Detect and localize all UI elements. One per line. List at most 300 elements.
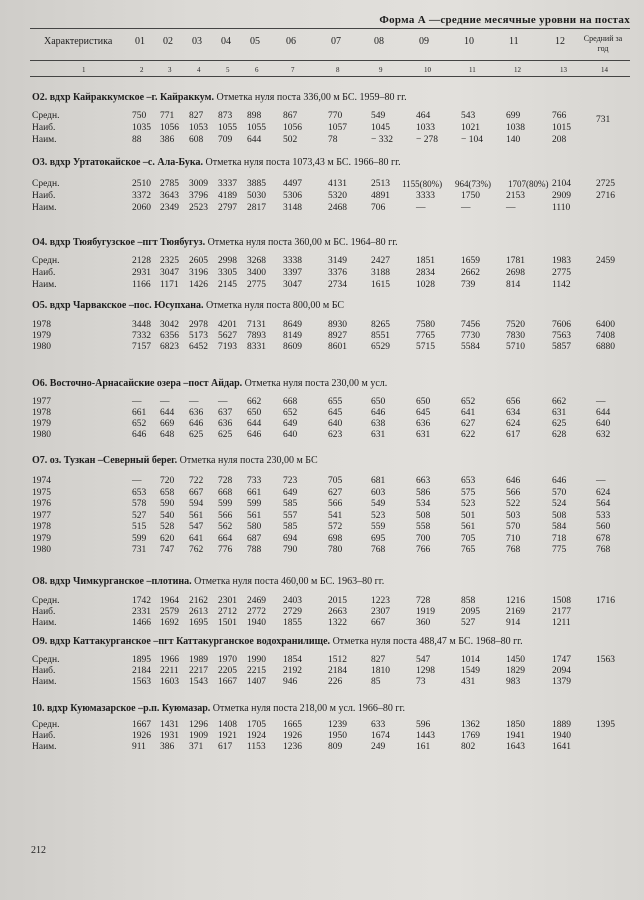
column-header-month: 10 [464,36,474,47]
table-cell: 1990 [247,655,266,665]
table-cell: 662 [552,397,567,407]
table-cell: 549 [371,111,386,121]
table-cell: 3188 [371,268,390,278]
annual-cell: 7408 [596,331,615,341]
table-cell: 570 [506,522,521,532]
table-cell: 644 [247,419,262,429]
table-cell: 1940 [552,731,571,741]
row-label: 1978 [32,522,51,532]
table-cell: 8649 [283,320,302,330]
annual-cell: 6400 [596,320,615,330]
table-cell: 584 [552,522,567,532]
row-label: Средн. [32,655,60,665]
table-cell: 768 [371,545,386,555]
table-cell: 85 [371,677,381,687]
column-number: 4 [197,66,201,74]
table-cell: 964(73%) [455,179,491,189]
column-number: 13 [560,66,567,74]
annual-cell: 624 [596,487,611,498]
table-cell: 570 [552,487,567,498]
table-cell: 624 [506,419,521,429]
table-cell: 561 [247,510,262,521]
annual-cell: 768 [596,545,611,555]
table-cell: 1895 [132,655,151,665]
station-note: Отметка нуля поста 230,00 м БС [179,455,318,466]
table-cell: 3338 [283,256,302,266]
table-cell: 360 [416,618,431,628]
table-cell: 1045 [371,123,390,133]
table-cell: 1014 [461,655,480,665]
station-note: Отметка нуля поста 1073,43 м БС. 1966–80 гг. [205,157,401,168]
table-cell: 722 [189,476,204,486]
table-cell: 2712 [218,607,237,617]
table-cell: 827 [371,655,386,665]
table-cell: 1931 [160,731,179,741]
table-cell: 2510 [132,179,151,189]
table-cell: 2145 [218,280,237,290]
table-cell: 1966 [160,655,179,665]
table-cell: 7193 [218,342,237,352]
table-cell: 620 [160,533,175,544]
table-cell: 528 [160,522,175,532]
table-cell: 617 [506,430,521,440]
column-header-month: 08 [374,36,384,47]
table-cell: 5584 [461,342,480,352]
table-cell: 2015 [328,596,347,606]
table-cell: 1810 [371,666,390,676]
annual-cell: 2459 [596,256,615,266]
table-cell: 2698 [506,268,525,278]
table-cell: 1603 [160,677,179,687]
table-cell: 3268 [247,256,266,266]
table-cell: 2205 [218,666,237,676]
table-cell: 4131 [328,179,347,189]
station-note: Отметка нуля поста 230,00 м усл. [244,378,388,389]
table-cell: 515 [132,522,147,532]
table-cell: 590 [160,499,175,509]
header-rule-top [30,28,630,29]
table-cell: 8927 [328,331,347,341]
table-cell: 650 [416,397,431,407]
row-label: Средн. [32,179,60,189]
row-label: 1975 [32,487,51,498]
table-cell: 2153 [506,191,525,201]
table-cell: 653 [461,476,476,486]
table-cell: 617 [218,742,233,752]
table-cell: 464 [416,111,431,121]
table-cell: 3796 [189,191,208,201]
table-cell: 1941 [506,731,525,741]
table-cell: 1450 [506,655,525,665]
table-cell: 2931 [132,268,151,278]
row-label: 1979 [32,419,51,429]
table-cell: 1057 [328,123,347,133]
table-cell: 3042 [160,320,179,330]
table-cell: 652 [132,419,147,429]
row-label: 1978 [32,408,51,418]
table-cell: 669 [160,419,175,429]
table-cell: 386 [160,742,175,752]
table-cell: 4201 [218,320,237,330]
table-cell: 1829 [506,666,525,676]
table-cell: 1549 [461,666,480,676]
row-label: Средн. [32,720,60,730]
row-label: Средн. [32,596,60,606]
table-cell: 898 [247,111,262,121]
table-cell: 7580 [416,320,435,330]
table-cell: 1512 [328,655,347,665]
header-rule-mid [30,60,630,61]
table-cell: 502 [283,135,298,145]
table-cell: 661 [132,408,147,418]
row-label: Наиб. [32,191,56,201]
table-cell: 723 [283,476,298,486]
column-number: 6 [255,66,259,74]
annual-cell: — [596,397,606,407]
row-label: 1980 [32,342,51,352]
table-cell: 1747 [552,655,571,665]
column-header-characteristic: Характеристика [44,36,113,47]
annual-cell: 1563 [596,655,615,665]
table-cell: − 278 [416,135,438,145]
table-cell: 1298 [416,666,435,676]
table-cell: 522 [506,499,521,509]
table-cell: 523 [461,499,476,509]
annual-cell: 6880 [596,342,615,352]
table-cell: 1665 [283,720,302,730]
column-number: 3 [168,66,172,74]
table-cell: 765 [461,545,476,555]
table-cell: 8601 [328,342,347,352]
station-title [32,300,344,311]
table-cell: 706 [371,203,386,213]
table-cell: 7332 [132,331,151,341]
row-label: Наиб. [32,666,56,676]
table-cell: 559 [371,522,386,532]
annual-cell: 640 [596,419,611,429]
table-cell: 4189 [218,191,237,201]
table-cell: 2095 [461,607,480,617]
table-cell: 2325 [160,256,179,266]
table-cell: 914 [506,618,521,628]
table-cell: 527 [461,618,476,628]
table-cell: 1950 [328,731,347,741]
table-cell: 3148 [283,203,302,213]
table-cell: 1055 [218,123,237,133]
row-label: Средн. [32,111,60,121]
column-header-month: 11 [509,36,519,47]
table-cell: 2177 [552,607,571,617]
table-cell: 681 [371,476,386,486]
table-cell: 631 [552,408,567,418]
table-cell: 5857 [552,342,571,352]
table-cell: 1674 [371,731,390,741]
station-name: О5. вдхр Чарвакское –пос. Юсупхана. [32,300,204,311]
table-cell: 625 [218,430,233,440]
table-cell: 386 [160,135,175,145]
table-cell: 1038 [506,123,525,133]
table-cell: 640 [328,419,343,429]
table-cell: 623 [328,430,343,440]
station-name: О3. вдхр Уртатокайское –с. Ала-Бука. [32,157,204,168]
table-cell: 5627 [218,331,237,341]
table-cell: 652 [283,408,298,418]
table-cell: 578 [132,499,147,509]
table-cell: 644 [247,135,262,145]
annual-cell: 731 [596,115,611,125]
column-header-month: 03 [192,36,202,47]
table-cell: 1924 [247,731,266,741]
row-label: Наиб. [32,268,56,278]
table-cell: — [132,397,142,407]
table-cell: 631 [371,430,386,440]
table-cell: 1695 [189,618,208,628]
table-cell: 650 [247,408,262,418]
station-title [32,703,405,714]
table-cell: 431 [461,677,476,687]
table-cell: 2978 [189,320,208,330]
table-cell: 6356 [160,331,179,341]
table-cell: 776 [218,545,233,555]
table-cell: 650 [371,397,386,407]
table-cell: 1296 [189,720,208,730]
table-cell: 641 [461,408,476,418]
table-cell: 575 [461,487,476,498]
table-cell: 2523 [189,203,208,213]
table-cell: 547 [416,655,431,665]
annual-cell: 2725 [596,179,615,189]
table-cell: 503 [506,510,521,521]
row-label: Наиб. [32,123,56,133]
table-cell: 646 [371,408,386,418]
table-cell: 1692 [160,618,179,628]
page-header: Форма А —средние месячные уровни на постах [379,14,630,26]
table-cell: 2734 [328,280,347,290]
station-title [32,92,407,103]
column-number: 10 [424,66,431,74]
table-cell: 646 [132,430,147,440]
table-cell: 5306 [283,191,302,201]
table-cell: 7456 [461,320,480,330]
table-cell: 1035 [132,123,151,133]
table-cell: 645 [416,408,431,418]
table-cell: 662 [247,397,262,407]
table-cell: 561 [461,522,476,532]
table-cell: 4891 [371,191,390,201]
table-cell: 7563 [552,331,571,341]
table-cell: 580 [247,522,262,532]
table-cell: 5715 [416,342,435,352]
table-cell: 1155(80%) [402,179,443,189]
table-cell: 1563 [132,677,151,687]
column-header-annual: Средний за год [583,34,623,53]
table-cell: 557 [283,510,298,521]
table-cell: 2128 [132,256,151,266]
table-cell: 946 [283,677,298,687]
table-cell: 1056 [160,123,179,133]
station-note: Отметка нуля поста 488,47 м БС. 1968–80 гг. [332,636,523,647]
table-cell: 523 [371,510,386,521]
row-label: Средн. [32,256,60,266]
table-cell: 637 [218,408,233,418]
column-number: 7 [291,66,295,74]
annual-cell: 2716 [596,191,615,201]
table-cell: 627 [461,419,476,429]
table-cell: 2605 [189,256,208,266]
table-cell: 594 [189,499,204,509]
table-cell: 2060 [132,203,151,213]
table-cell: 585 [283,499,298,509]
column-header-month: 02 [163,36,173,47]
table-cell: 858 [461,596,476,606]
table-cell: 636 [416,419,431,429]
table-cell: 249 [371,742,386,752]
annual-cell: 644 [596,408,611,418]
table-cell: 780 [328,545,343,555]
table-cell: 596 [416,720,431,730]
table-cell: 7131 [247,320,266,330]
row-label: Наим. [32,203,57,213]
table-cell: 2104 [552,179,571,189]
table-cell: 1362 [461,720,480,730]
table-cell: 501 [461,510,476,521]
table-cell: 8609 [283,342,302,352]
annual-cell: 632 [596,430,611,440]
table-cell: 140 [506,135,521,145]
table-cell: 646 [247,430,262,440]
table-cell: 2349 [160,203,179,213]
table-cell: 1667 [132,720,151,730]
table-cell: 658 [160,487,175,498]
table-cell: 634 [506,408,521,418]
table-cell: 585 [283,522,298,532]
table-cell: 1407 [247,677,266,687]
column-number: 8 [336,66,340,74]
table-cell: 911 [132,742,146,752]
table-cell: 644 [160,408,175,418]
table-cell: 652 [461,397,476,407]
column-number: 12 [514,66,521,74]
table-cell: 1211 [552,618,571,628]
table-cell: 543 [461,111,476,121]
table-cell: 687 [247,533,262,544]
table-cell: 1964 [160,596,179,606]
table-cell: 2998 [218,256,237,266]
table-cell: 809 [328,742,343,752]
table-cell: 566 [218,510,233,521]
table-cell: 561 [189,510,204,521]
station-title [32,157,401,168]
table-cell: — [132,476,142,486]
table-cell: 1033 [416,123,435,133]
table-cell: 625 [189,430,204,440]
station-title [32,455,318,466]
station-name: О4. вдхр Тюябугузское –пгт Тюябугуз. [32,237,206,248]
table-cell: 2094 [552,666,571,676]
table-cell: 2184 [132,666,151,676]
table-cell: 586 [416,487,431,498]
table-cell: — [461,203,471,213]
table-cell: 646 [189,419,204,429]
station-name: О2. вдхр Кайраккумское –г. Кайраккум. [32,92,214,103]
table-cell: 2211 [160,666,179,676]
table-cell: 5030 [247,191,266,201]
row-label: 1978 [32,320,51,330]
column-number: 2 [140,66,144,74]
annual-cell: 533 [596,510,611,521]
annual-cell: 564 [596,499,611,509]
table-cell: 788 [247,545,262,555]
table-cell: 2192 [283,666,302,676]
table-cell: 2331 [132,607,151,617]
table-cell: 508 [552,510,567,521]
table-cell: 698 [328,533,343,544]
table-cell: 2403 [283,596,302,606]
station-name: О6. Восточно-Арнасайские озера –пост Айдар. [32,378,243,389]
table-cell: 1926 [132,731,151,741]
table-cell: 1431 [160,720,179,730]
table-cell: 608 [189,135,204,145]
table-cell: 2775 [247,280,266,290]
row-label: 1980 [32,545,51,555]
table-cell: 768 [506,545,521,555]
table-cell: 649 [283,419,298,429]
table-cell: 653 [132,487,147,498]
table-cell: 566 [506,487,521,498]
table-cell: 73 [416,677,426,687]
table-cell: 2162 [189,596,208,606]
table-cell: 695 [371,533,386,544]
table-cell: 4497 [283,179,302,189]
table-cell: 2834 [416,268,435,278]
table-cell: 5710 [506,342,525,352]
table-cell: 705 [328,476,343,486]
table-cell: 983 [506,677,521,687]
table-cell: 1643 [506,742,525,752]
row-label: 1977 [32,510,51,521]
station-title [32,576,384,587]
column-number: 5 [226,66,230,74]
station-title [32,378,387,389]
table-cell: 827 [189,111,204,121]
table-cell: 1705 [247,720,266,730]
table-cell: 667 [371,618,386,628]
table-cell: 1919 [416,607,435,617]
table-cell: 668 [283,397,298,407]
table-cell: 694 [283,533,298,544]
table-cell: 640 [283,430,298,440]
table-cell: 1909 [189,731,208,741]
table-cell: 1641 [552,742,571,752]
table-cell: 2217 [189,666,208,676]
table-cell: 649 [283,487,298,498]
table-cell: 8551 [371,331,390,341]
table-cell: 1055 [247,123,266,133]
table-cell: 5173 [189,331,208,341]
table-cell: 208 [552,135,567,145]
table-cell: 771 [160,111,175,121]
annual-cell: 560 [596,522,611,532]
table-cell: 1659 [461,256,480,266]
table-cell: 622 [461,430,476,440]
table-cell: 6452 [189,342,208,352]
row-label: 1979 [32,331,51,341]
page-number: 212 [31,845,46,856]
table-cell: 3305 [218,268,237,278]
table-cell: 2775 [552,268,571,278]
table-cell: 1166 [132,280,151,290]
table-cell: 655 [328,397,343,407]
